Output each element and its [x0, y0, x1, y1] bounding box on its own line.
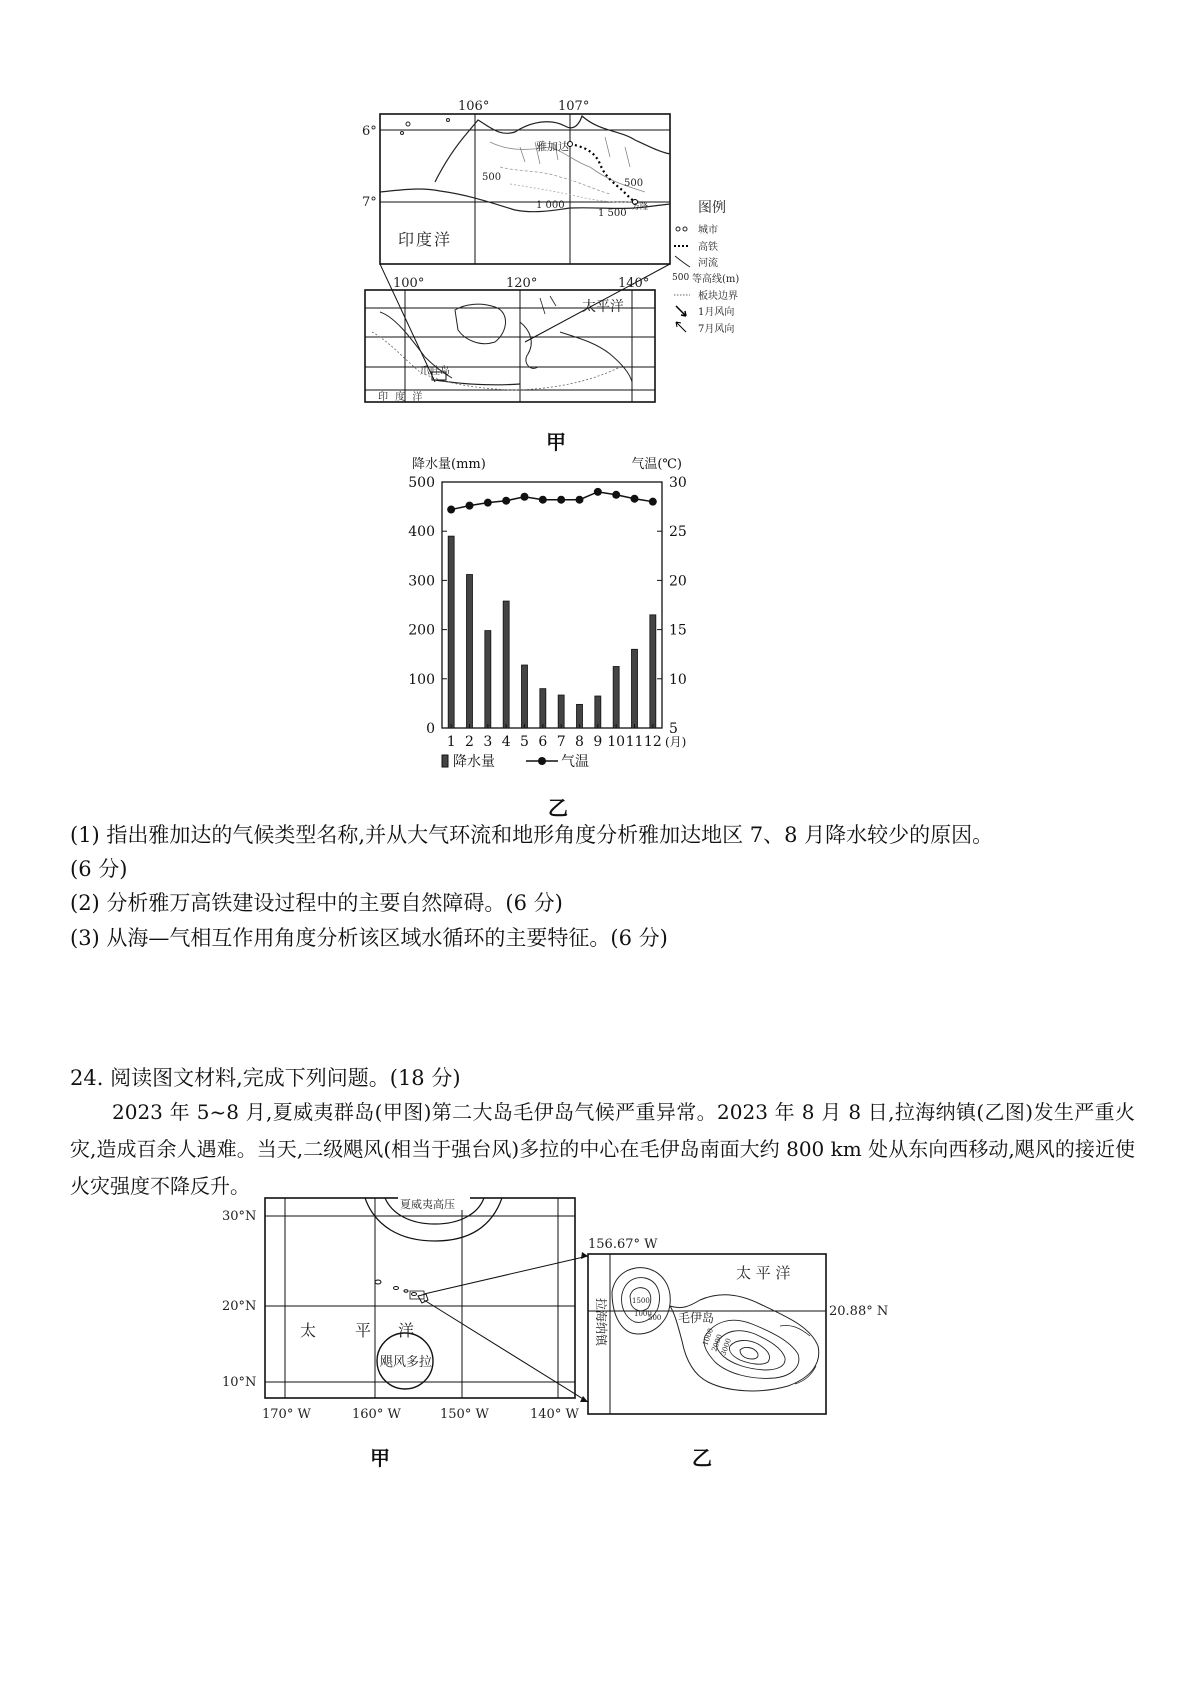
- precip-bar: [540, 689, 546, 728]
- city-icon: [676, 227, 680, 231]
- temperature-point: [631, 495, 639, 503]
- legend-item-jul-wind: 7月风向: [698, 324, 735, 335]
- ocean-char: 洋: [398, 1321, 415, 1340]
- question-1: (1) 指出雅加达的气候类型名称,并从大气环流和地形角度分析雅加达地区 7、8 月降水较少的原因。: [70, 823, 994, 847]
- x-tick-label: 3: [483, 734, 493, 750]
- ocean-char: 平: [355, 1321, 372, 1340]
- temperature-point: [521, 493, 529, 501]
- hawaii-maps: [220, 1196, 889, 1436]
- y-left-tick-label: 300: [408, 573, 435, 590]
- lon-label-106: 106°: [458, 99, 490, 114]
- contour-label-maui: 1000: [634, 1310, 652, 1318]
- january-wind-icon: [676, 306, 686, 316]
- y-right-tick-label: 20: [669, 573, 687, 590]
- contour-label: 1 500: [598, 208, 627, 219]
- x-tick-label: 5: [520, 734, 529, 750]
- y-left-tick-label: 0: [426, 721, 435, 737]
- ocean-char: 太: [300, 1321, 317, 1340]
- y-right-axis-label: 气温(℃): [631, 457, 682, 472]
- climate-chart: [400, 452, 720, 782]
- ocean-label-pacific-maui: 太 平 洋: [736, 1264, 791, 1282]
- precip-bar: [650, 615, 656, 728]
- figure-caption-yi: 乙: [548, 796, 568, 820]
- x-tick-label: 4: [501, 734, 511, 750]
- legend-point-swatch: [538, 757, 546, 765]
- precip-bar: [503, 601, 509, 728]
- y-left-tick-label: 500: [408, 475, 435, 491]
- lon-170w: 170° W: [262, 1407, 311, 1422]
- maui-map: [588, 1237, 888, 1414]
- temperature-point: [484, 499, 492, 507]
- figure-caption-jia: 甲: [546, 430, 566, 454]
- lat-10n: 10°N: [222, 1375, 257, 1390]
- july-wind-icon: [676, 322, 686, 332]
- x-tick-label: 12: [643, 734, 662, 750]
- precip-bar: [467, 574, 473, 728]
- lat-20-88n: 20.88° N: [829, 1304, 889, 1319]
- question-3: (3) 从海—气相互作用角度分析该区域水循环的主要特征。(6 分): [70, 926, 668, 950]
- x-tick-label: 9: [593, 734, 603, 750]
- question-24-title: 24. 阅读图文材料,完成下列问题。(18 分): [70, 1066, 461, 1090]
- lon-label-120: 120°: [506, 276, 538, 291]
- legend-item-city: 城市: [698, 225, 718, 236]
- river-icon: [675, 256, 690, 267]
- precip-bar: [595, 696, 601, 728]
- contour-label-maui: 500: [648, 1314, 662, 1322]
- lon-label-140: 140°: [618, 276, 650, 291]
- temperature-point: [649, 498, 657, 506]
- plot-frame: [442, 482, 662, 728]
- lat-30n: 30°N: [222, 1209, 257, 1224]
- y-right-tick-label: 30: [669, 475, 687, 491]
- contour-label-maui: 2000: [710, 1333, 724, 1353]
- question-2: (2) 分析雅万高铁建设过程中的主要自然障碍。(6 分): [70, 891, 563, 915]
- temperature-point: [502, 497, 510, 505]
- lon-156-67w: 156.67° W: [588, 1237, 658, 1252]
- maui-label: 毛伊岛: [678, 1311, 715, 1325]
- contour-label: 500: [482, 172, 502, 183]
- lon-140w: 140° W: [530, 1407, 579, 1422]
- hawaii-region-map: [222, 1196, 579, 1422]
- precip-bar: [448, 536, 454, 728]
- lon-label-107: 107°: [558, 99, 590, 114]
- precip-bar: [632, 649, 638, 728]
- precip-bar: [485, 631, 491, 728]
- temperature-point: [594, 488, 602, 496]
- high-pressure-label: 夏威夷高压: [400, 1198, 455, 1211]
- temperature-point: [576, 496, 584, 504]
- city-jakarta-label: 雅加达: [536, 140, 569, 153]
- y-right-tick-label: 10: [669, 671, 687, 688]
- question-1-score: (6 分): [70, 857, 128, 881]
- y-left-tick-label: 200: [408, 622, 435, 639]
- contour-label: 500: [624, 178, 644, 189]
- lon-150w: 150° W: [440, 1407, 489, 1422]
- ocean-label-indian-small: 印 度 洋: [378, 392, 425, 403]
- lon-label-100: 100°: [393, 276, 425, 291]
- y-right-tick-label: 25: [669, 524, 687, 541]
- legend-bar-swatch: [442, 755, 448, 767]
- city-bandung-label: 万隆: [632, 202, 648, 211]
- legend-item-jan-wind: 1月风向: [698, 307, 735, 318]
- contour-label: 1 000: [536, 200, 565, 211]
- x-tick-label: 2: [465, 734, 474, 750]
- x-tick-label: 10: [607, 734, 626, 750]
- figure-caption-hawaii-jia: 甲: [370, 1446, 390, 1470]
- temperature-point: [612, 491, 620, 499]
- legend-item-river: 河流: [698, 258, 718, 269]
- temperature-point: [539, 496, 547, 504]
- lat-label-6: 6°: [362, 124, 377, 139]
- map-legend: [672, 200, 739, 335]
- x-tick-label: 11: [625, 734, 644, 750]
- contour-label-maui: 3000: [719, 1337, 733, 1357]
- y-right-tick-label: 5: [669, 721, 678, 737]
- ocean-label-indian: 印度洋: [398, 230, 453, 249]
- y-left-axis-label: 降水量(mm): [412, 457, 486, 472]
- legend-temp-label: 气温: [561, 754, 589, 770]
- precip-bar: [613, 667, 619, 729]
- precip-bar: [522, 665, 528, 728]
- y-left-tick-label: 100: [408, 671, 435, 688]
- x-tick-label: 8: [575, 734, 584, 750]
- legend-item-railway: 高铁: [698, 242, 718, 253]
- lahaina-label: 拉海纳镇: [594, 1298, 608, 1347]
- temperature-point: [557, 496, 565, 504]
- ocean-label-pacific: 太平洋: [582, 299, 624, 315]
- temperature-point: [447, 506, 455, 514]
- x-tick-label: 7: [556, 734, 566, 750]
- contour-sample: 500: [672, 273, 690, 283]
- legend-item-contour: 等高线(m): [692, 274, 740, 285]
- hurricane-label: 飓风多拉: [380, 1355, 433, 1370]
- y-left-tick-label: 400: [408, 524, 435, 541]
- question-24-material: 2023 年 5~8 月,夏威夷群岛(甲图)第二大岛毛伊岛气候严重异常。2023 年 8 月 8 日,拉海纳镇(乙图)发生严重火灾,造成百余人遇难。当天,二级飓风(相当于强台风)多拉的中心在毛伊岛南面大约 800 km 处从东向西移动,飓风的接近使火灾强度不降反升。: [70, 1100, 1135, 1198]
- lat-20n: 20°N: [222, 1299, 257, 1314]
- figure-caption-maui-yi: 乙: [692, 1446, 712, 1470]
- legend-title: 图例: [698, 200, 726, 216]
- java-maps: [360, 92, 790, 412]
- contour-label-maui: 1000: [701, 1327, 715, 1347]
- legend-precip-label: 降水量: [453, 754, 495, 770]
- precip-bar: [558, 695, 564, 728]
- x-tick-label: 6: [538, 734, 548, 750]
- temperature-point: [466, 502, 474, 510]
- temperature-line: [451, 492, 653, 510]
- java-island-label: 爪哇岛: [420, 366, 450, 377]
- lat-label-7: 7°: [362, 195, 377, 210]
- lon-160w: 160° W: [352, 1407, 401, 1422]
- y-right-tick-label: 15: [669, 622, 687, 639]
- x-unit-label: (月): [665, 735, 687, 749]
- contour-label-maui: 1500: [632, 1297, 650, 1305]
- java-detail-map: [362, 99, 670, 264]
- legend-item-plate: 板块边界: [698, 291, 738, 302]
- x-tick-label: 1: [446, 734, 456, 750]
